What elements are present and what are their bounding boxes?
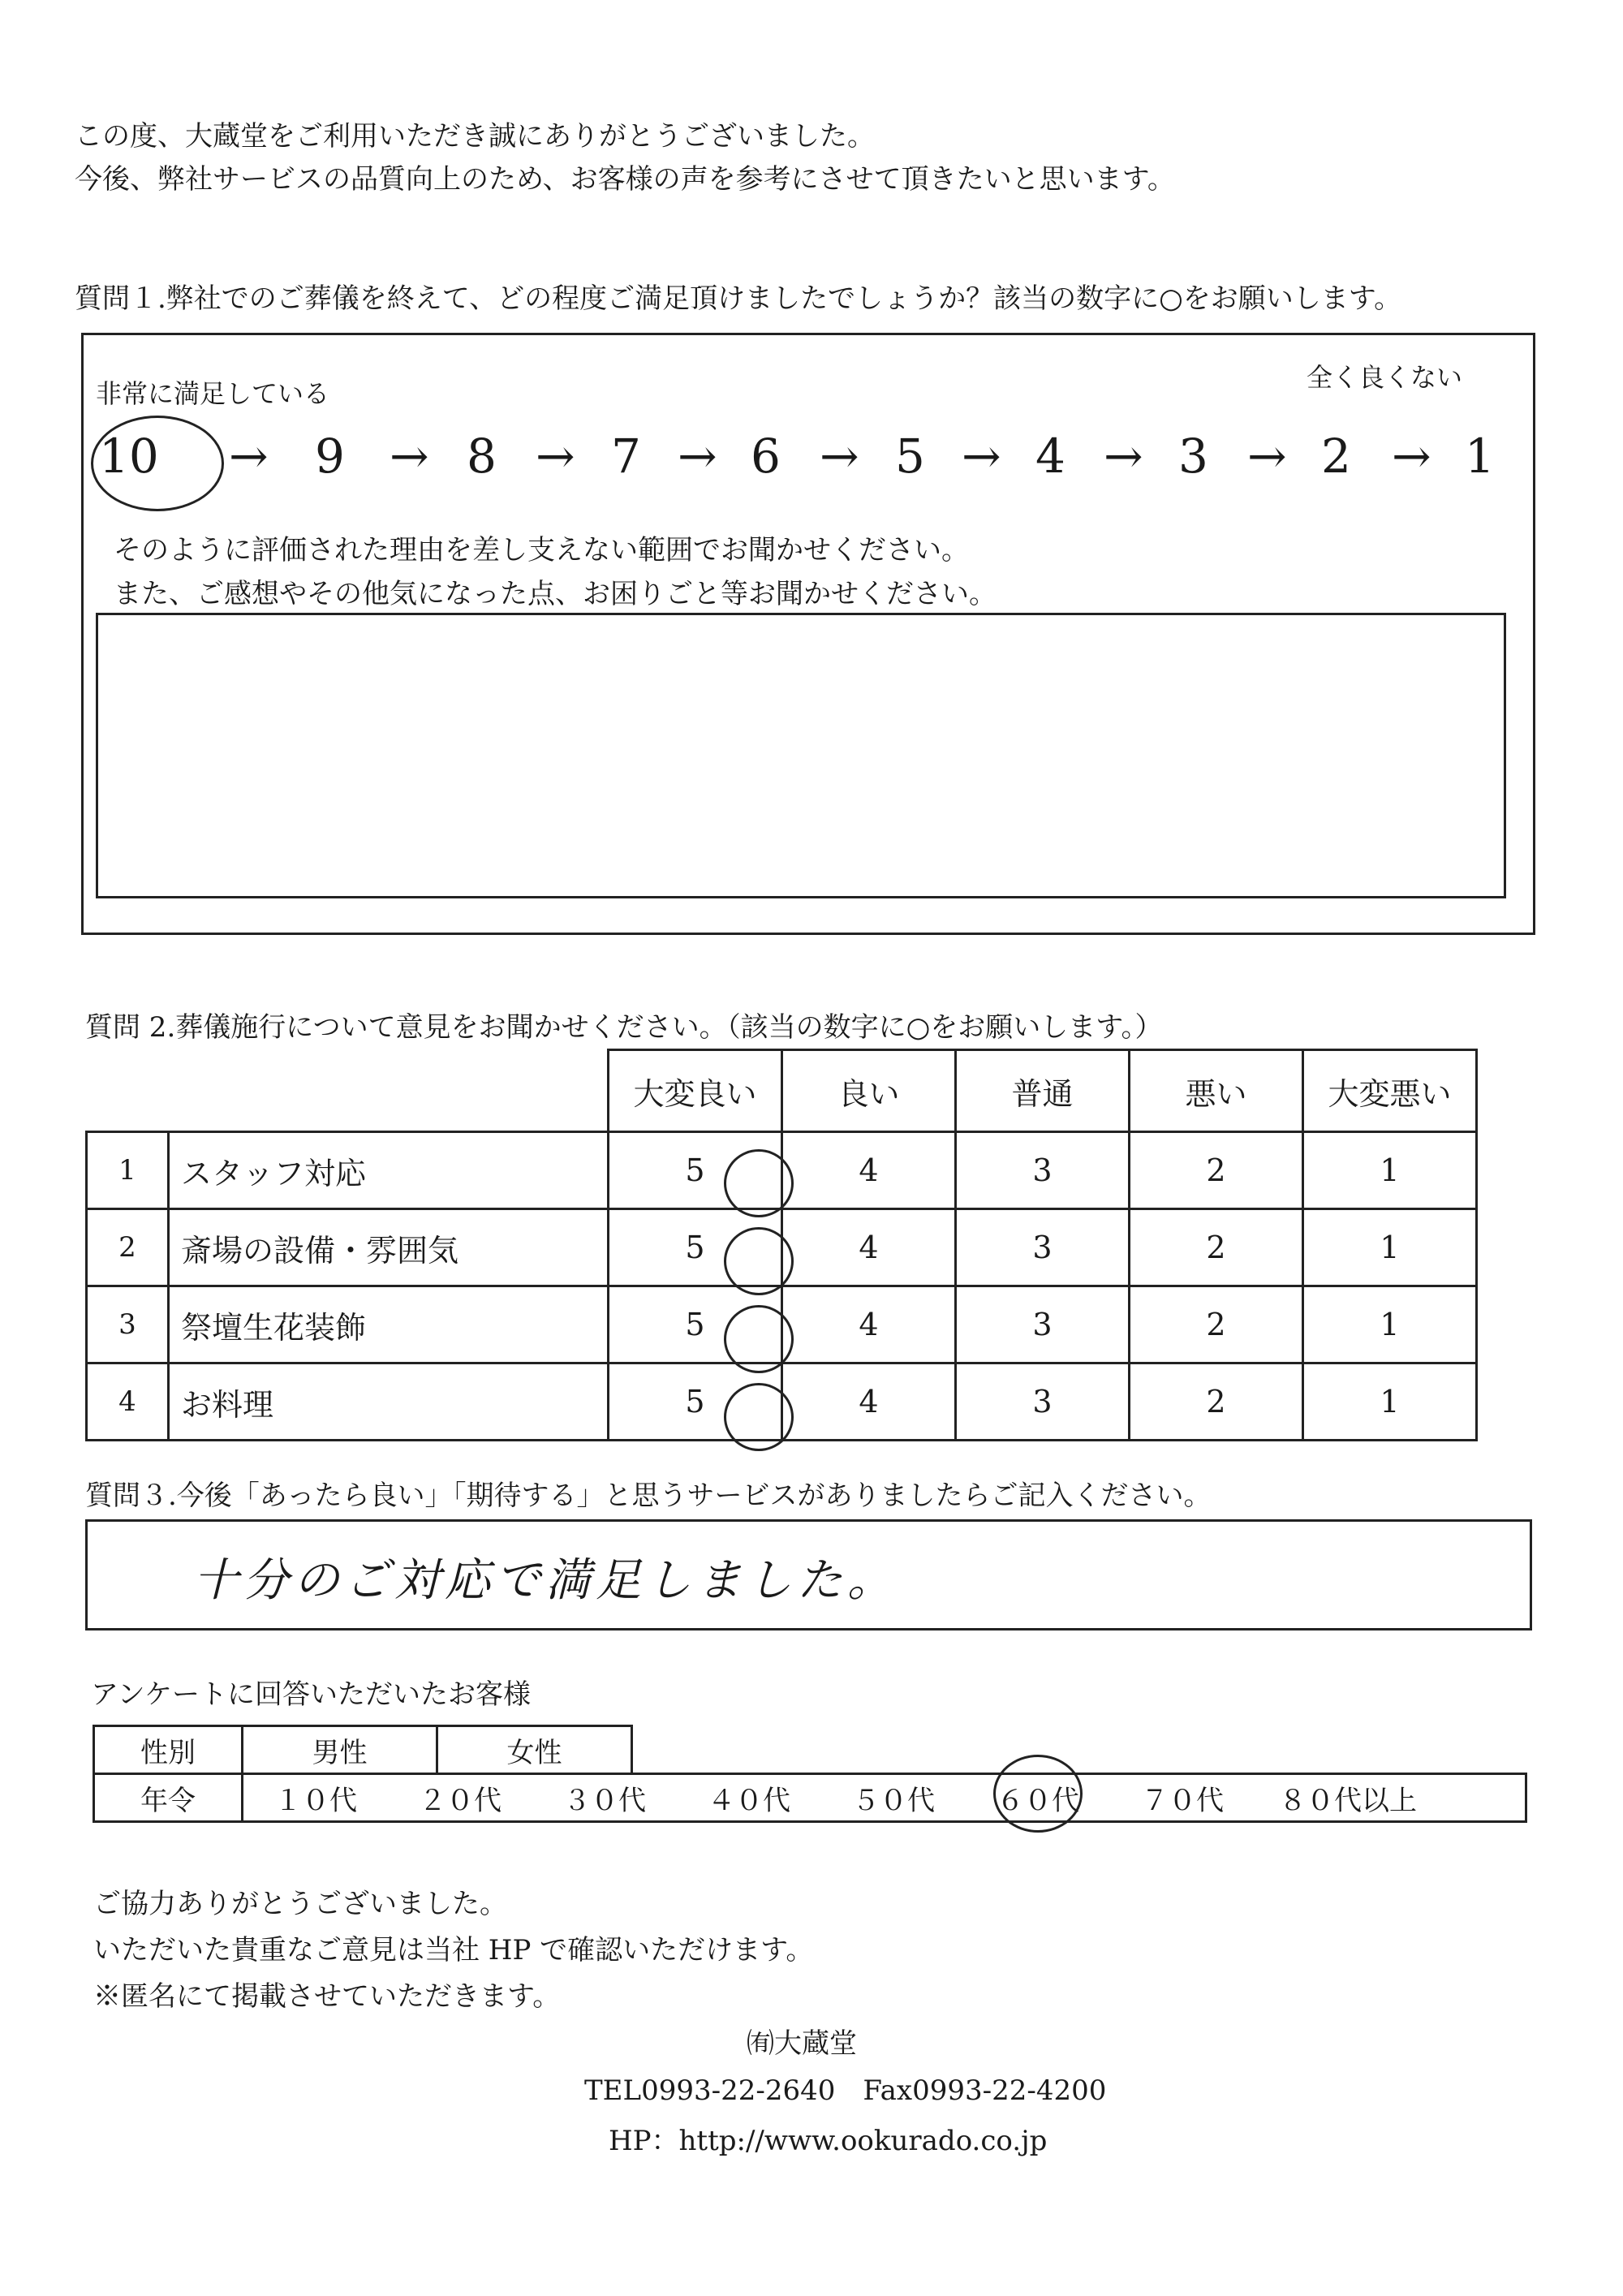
q1-scale-10[interactable]: 10 bbox=[99, 429, 159, 484]
age-40s[interactable]: ４０代 bbox=[708, 1784, 790, 1817]
q1-arrow: → bbox=[229, 429, 269, 484]
q1-arrow: → bbox=[962, 429, 1001, 484]
rating-4[interactable]: 4 bbox=[782, 1132, 956, 1209]
company-name: ㈲大蔵堂 bbox=[747, 2027, 857, 2060]
q3-answer-handwriting: 十分のご対応で満足しました。 bbox=[193, 1554, 898, 1607]
q1-scale-5[interactable]: 5 bbox=[895, 429, 925, 484]
q3-answer-box[interactable] bbox=[85, 1519, 1532, 1630]
q1-arrow: → bbox=[1392, 429, 1431, 484]
row-number: 4 bbox=[87, 1363, 169, 1441]
q1-arrow: → bbox=[1104, 429, 1143, 484]
rating-3[interactable]: 3 bbox=[956, 1286, 1130, 1363]
q1-scale-4[interactable]: 4 bbox=[1035, 429, 1065, 484]
rating-5-selected[interactable]: 5 bbox=[609, 1209, 782, 1286]
customer-title: アンケートに回答いただいたお客様 bbox=[91, 1678, 531, 1711]
q1-scale-8[interactable]: 8 bbox=[467, 429, 497, 484]
rating-3[interactable]: 3 bbox=[956, 1363, 1130, 1441]
row-number: 1 bbox=[87, 1132, 169, 1209]
rating-1[interactable]: 1 bbox=[1303, 1363, 1477, 1441]
q2-selected-circle bbox=[724, 1227, 794, 1295]
q2-header-very-good: 大変良い bbox=[609, 1050, 782, 1132]
rating-2[interactable]: 2 bbox=[1130, 1132, 1303, 1209]
age-10s[interactable]: １０代 bbox=[274, 1784, 357, 1817]
q1-arrow: → bbox=[1247, 429, 1287, 484]
rating-1[interactable]: 1 bbox=[1303, 1209, 1477, 1286]
q1-prompt-2: また、ご感想やその他気になった点、お困りごと等お聞かせください。 bbox=[114, 578, 997, 610]
row-number: 3 bbox=[87, 1286, 169, 1363]
rating-5-selected[interactable]: 5 bbox=[609, 1132, 782, 1209]
q1-question: 質問１.弊社でのご葬儀を終えて、どの程度ご満足頂けましたでしょうか？該当の数字に○をお願いします。 bbox=[75, 282, 1402, 315]
row-item: 祭壇生花装飾 bbox=[169, 1286, 609, 1363]
q2-header-bad: 悪い bbox=[1130, 1050, 1303, 1132]
intro-line-2: 今後、弊社サービスの品質向上のため、お客様の声を参考にさせて頂きたいと思います。 bbox=[75, 163, 1175, 196]
rating-4[interactable]: 4 bbox=[782, 1209, 956, 1286]
q2-selected-circle bbox=[724, 1383, 794, 1451]
rating-2[interactable]: 2 bbox=[1130, 1286, 1303, 1363]
q1-scale-2[interactable]: 2 bbox=[1321, 429, 1351, 484]
q3-question: 質問３.今後「あったら良い」「期待する」と思うサービスがありましたらご記入ください。 bbox=[85, 1480, 1212, 1512]
row-item: 斎場の設備・雰囲気 bbox=[169, 1209, 609, 1286]
q1-scale-9[interactable]: 9 bbox=[315, 429, 345, 484]
age-selected-circle bbox=[993, 1755, 1083, 1833]
q2-selected-circle bbox=[724, 1305, 794, 1373]
q1-scale-7[interactable]: 7 bbox=[611, 429, 641, 484]
age-20s[interactable]: ２０代 bbox=[419, 1784, 502, 1817]
rating-2[interactable]: 2 bbox=[1130, 1209, 1303, 1286]
q1-label-low: 全く良くない bbox=[1307, 362, 1463, 393]
row-item: スタッフ対応 bbox=[169, 1132, 609, 1209]
gender-label: 性別 bbox=[94, 1726, 243, 1774]
row-number: 2 bbox=[87, 1209, 169, 1286]
age-options bbox=[243, 1774, 1526, 1822]
q2-header-average: 普通 bbox=[956, 1050, 1130, 1132]
rating-3[interactable]: 3 bbox=[956, 1209, 1130, 1286]
age-70s[interactable]: ７０代 bbox=[1141, 1784, 1224, 1817]
q1-selected-circle bbox=[91, 416, 224, 511]
q1-arrow: → bbox=[678, 429, 717, 484]
q1-answer-text bbox=[98, 615, 1504, 648]
closing-line-2: いただいた貴重なご意見は当社 HP で確認いただけます。 bbox=[93, 1934, 814, 1966]
company-hp-link[interactable]: HP：http://www.ookurado.co.jp bbox=[609, 2125, 1048, 2157]
intro-line-1: この度、大蔵堂をご利用いただき誠にありがとうございました。 bbox=[75, 120, 875, 153]
q1-prompt-1: そのように評価された理由を差し支えない範囲でお聞かせください。 bbox=[114, 534, 969, 566]
q1-scale-6[interactable]: 6 bbox=[751, 429, 781, 484]
rating-4[interactable]: 4 bbox=[782, 1286, 956, 1363]
age-label: 年令 bbox=[94, 1774, 243, 1822]
age-80s-plus[interactable]: ８０代以上 bbox=[1279, 1784, 1417, 1817]
q2-selected-circle bbox=[724, 1149, 794, 1217]
gender-female[interactable]: 女性 bbox=[437, 1726, 632, 1774]
age-60s-selected[interactable]: ６０代 bbox=[997, 1784, 1079, 1817]
rating-3[interactable]: 3 bbox=[956, 1132, 1130, 1209]
q1-scale-1[interactable]: 1 bbox=[1465, 429, 1495, 484]
age-50s[interactable]: ５０代 bbox=[852, 1784, 935, 1817]
q1-arrow: → bbox=[820, 429, 859, 484]
company-contact: TEL0993-22-2640 Fax0993-22-4200 bbox=[584, 2074, 1107, 2107]
gender-male[interactable]: 男性 bbox=[243, 1726, 437, 1774]
row-item: お料理 bbox=[169, 1363, 609, 1441]
q1-arrow: → bbox=[390, 429, 429, 484]
q2-header-very-bad: 大変悪い bbox=[1303, 1050, 1477, 1132]
q1-label-high: 非常に満足している bbox=[96, 378, 330, 409]
rating-4[interactable]: 4 bbox=[782, 1363, 956, 1441]
q1-arrow: → bbox=[536, 429, 575, 484]
rating-5-selected[interactable]: 5 bbox=[609, 1363, 782, 1441]
closing-line-3: ※匿名にて掲載させていただきます。 bbox=[93, 1980, 561, 2013]
rating-2[interactable]: 2 bbox=[1130, 1363, 1303, 1441]
rating-5-selected[interactable]: 5 bbox=[609, 1286, 782, 1363]
q1-scale-3[interactable]: 3 bbox=[1178, 429, 1208, 484]
customer-table bbox=[93, 1725, 1527, 1823]
q2-header-good: 良い bbox=[782, 1050, 956, 1132]
rating-1[interactable]: 1 bbox=[1303, 1132, 1477, 1209]
age-30s[interactable]: ３０代 bbox=[563, 1784, 646, 1817]
closing-line-1: ご協力ありがとうございました。 bbox=[93, 1888, 507, 1920]
q2-question: 質問 2.葬儀施行について意見をお聞かせください。（該当の数字に○をお願いします。） bbox=[85, 1011, 1163, 1044]
q1-answer-box[interactable] bbox=[96, 613, 1506, 898]
rating-1[interactable]: 1 bbox=[1303, 1286, 1477, 1363]
